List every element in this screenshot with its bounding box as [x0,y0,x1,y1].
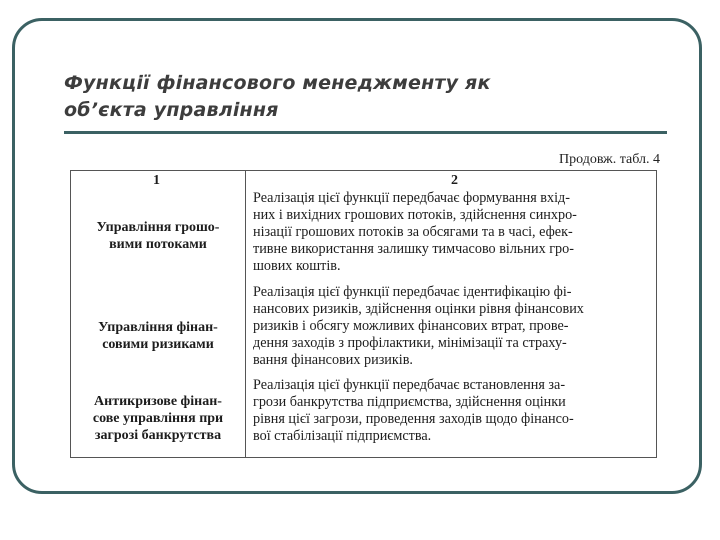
slide-title-line: об’єкта управління [64,99,279,121]
description-line: вої стабілізації підприємства. [253,428,432,444]
function-name-line: вими потоками [109,237,207,252]
function-name-risk [77,319,239,353]
description-line: Реалізація цієї функції передбачає ідентифікацію фі- [253,284,572,300]
description-line: вання фінансових ризиків. [253,352,413,368]
column-divider [245,171,246,457]
function-name-line: сове управління при [92,411,224,426]
description-line: ризиків і обсягу можливих фінансових втрат, прове- [253,318,569,334]
function-name-line: загрозі банкрутства [94,428,222,443]
description-line: нансових ризиків, здійснення оцінки рівня фінансових [253,301,584,317]
description-line: грози банкрутства підприємства, здійснення оцінки [253,394,566,410]
function-name-line: Антикризове фінан- [94,394,222,409]
description-line: шових коштів. [253,258,341,274]
description-line: них і вихідних грошових потоків, здійснення синхро- [253,207,577,223]
function-name-anti-crisis [77,393,239,444]
description-line: тивне використання залишку тимчасово вільних гро- [253,241,574,257]
function-name-cash-flow [77,219,239,253]
description-line: Реалізація цієї функції передбачає встановлення за- [253,377,566,393]
slide-title-line: Функції фінансового менеджменту як [64,72,491,94]
function-description-risk [253,284,653,369]
function-name-line: Управління фінан- [98,320,218,335]
table-caption: Продовж. табл. 4 [559,152,660,167]
description-line: дення заходів з профілактики, мінімізації та страху- [253,335,567,351]
description-line: нізації грошових потоків за обсягами та в часі, ефек- [253,224,573,240]
description-line: Реалізація цієї функції передбачає формування вхід- [253,190,570,206]
column-header-1: 1 [153,173,160,188]
description-line: рівня цієї загрози, проведення заходів щодо фінансо- [253,411,574,427]
functions-table [70,170,657,458]
title-underline [64,131,667,134]
function-description-anti-crisis [253,377,653,445]
slide-title [64,70,664,124]
function-description-cash-flow [253,190,653,275]
function-name-line: Управління грошо- [96,220,220,235]
function-name-line: совими ризиками [102,337,214,352]
column-header-2: 2 [451,173,458,188]
